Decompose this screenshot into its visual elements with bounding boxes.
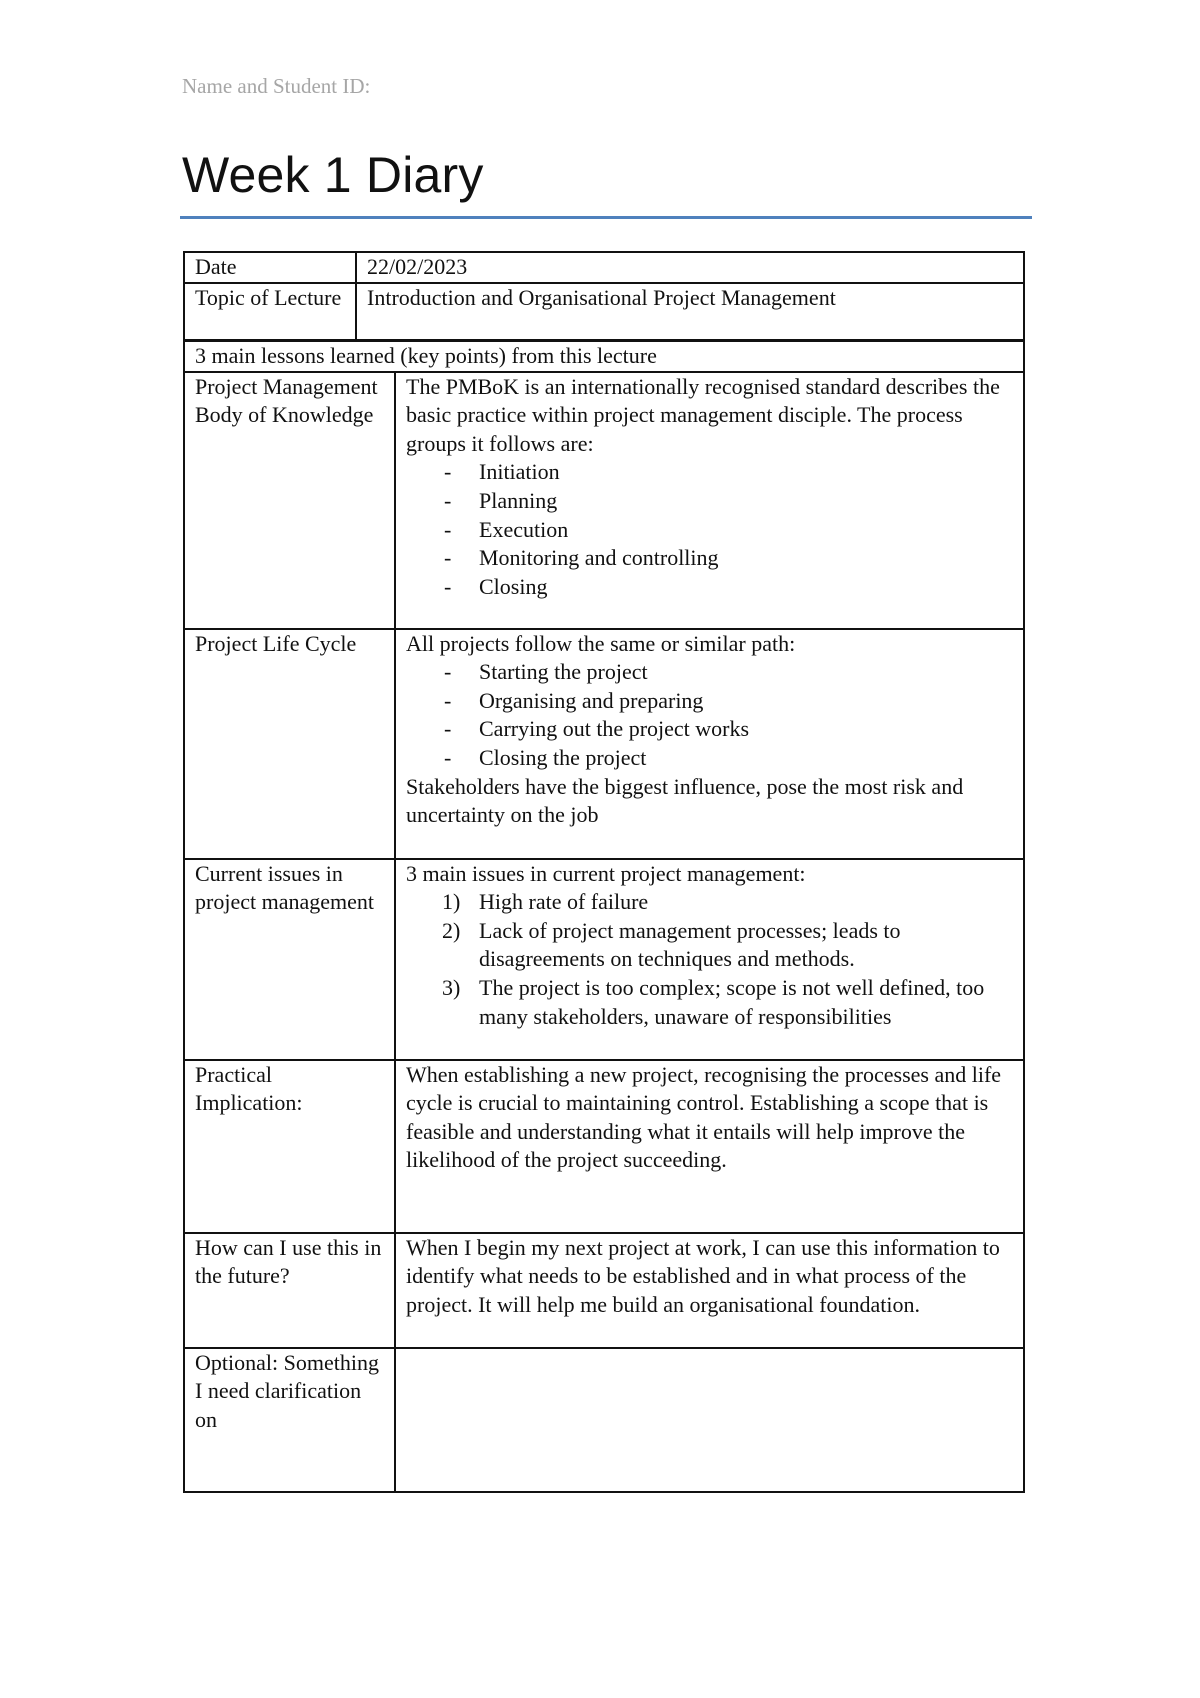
list-item	[406, 516, 1013, 545]
lesson-label-current-issues: Current issues in project management	[184, 859, 395, 1060]
page-title: Week 1 Diary	[182, 147, 484, 203]
list-item	[406, 687, 1013, 716]
list-item	[406, 573, 1013, 602]
lesson-content-current-issues	[395, 859, 1024, 1060]
list-item-text: Execution	[479, 516, 569, 542]
dash-marker: -	[444, 487, 452, 513]
lessons-table	[183, 340, 1025, 1493]
list-item-text: Starting the project	[479, 659, 648, 685]
number-marker: 1)	[442, 889, 461, 915]
list-item-text: Closing	[479, 573, 548, 599]
lesson-row-current-issues	[184, 859, 1024, 1060]
lesson-row-practical-implication	[184, 1060, 1024, 1233]
lesson-intro: The PMBoK is an internationally recognised standard describes the basic practice within project management disciple. The process groups it follows are:	[406, 373, 1000, 456]
lesson-intro: All projects follow the same or similar path:	[406, 630, 796, 656]
title-underline	[180, 216, 1032, 219]
lesson-content-pmbok	[395, 372, 1024, 629]
lesson-row-future-use	[184, 1233, 1024, 1348]
issues-list	[406, 888, 1013, 1031]
lesson-row-clarification	[184, 1348, 1024, 1492]
lesson-label-life-cycle: Project Life Cycle	[184, 629, 395, 859]
topic-row	[184, 283, 1024, 340]
lesson-label-practical-implication: Practical Implication:	[184, 1060, 395, 1233]
lesson-row-life-cycle	[184, 629, 1024, 859]
list-item	[406, 917, 1013, 974]
lesson-content-practical-implication: When establishing a new project, recognising the processes and life cycle is crucial to maintaining control. Establishing a scope that is feasible and understanding what it entails will help improve the likelihood of the project succeeding.	[395, 1060, 1024, 1233]
dash-marker: -	[444, 716, 452, 742]
list-item	[406, 974, 1013, 1031]
dash-marker: -	[444, 459, 452, 485]
date-label: Date	[184, 252, 356, 283]
list-item-text: Monitoring and controlling	[479, 545, 719, 571]
list-item	[406, 744, 1013, 773]
lesson-content-life-cycle	[395, 629, 1024, 859]
lesson-row-pmbok	[184, 372, 1024, 629]
list-item	[406, 888, 1013, 917]
dash-marker: -	[444, 573, 452, 599]
list-item-text: Planning	[479, 487, 558, 513]
date-value: 22/02/2023	[356, 252, 1024, 283]
list-item	[406, 658, 1013, 687]
number-marker: 3)	[442, 974, 461, 1000]
list-item-text: High rate of failure	[479, 889, 649, 915]
info-table	[183, 251, 1025, 341]
lessons-heading-row	[184, 341, 1024, 372]
lessons-heading: 3 main lessons learned (key points) from this lecture	[184, 341, 1024, 372]
lesson-label-clarification: Optional: Something I need clarification on	[184, 1348, 395, 1492]
dash-marker: -	[444, 516, 452, 542]
number-marker: 2)	[442, 917, 461, 943]
list-item-text: Closing the project	[479, 744, 647, 770]
list-item	[406, 458, 1013, 487]
list-item-text: Initiation	[479, 459, 560, 485]
dash-marker: -	[444, 659, 452, 685]
dash-marker: -	[444, 545, 452, 571]
list-item	[406, 544, 1013, 573]
lesson-label-future-use: How can I use this in the future?	[184, 1233, 395, 1348]
dash-marker: -	[444, 744, 452, 770]
list-item	[406, 715, 1013, 744]
list-item-text: Organising and preparing	[479, 687, 704, 713]
topic-value: Introduction and Organisational Project Management	[356, 283, 1024, 340]
lesson-label-pmbok: Project Management Body of Knowledge	[184, 372, 395, 629]
name-student-id-label: Name and Student ID:	[182, 74, 371, 98]
lesson-content-future-use: When I begin my next project at work, I can use this information to identify what needs to be established and in what process of the project. It will help me build an organisational foundation.	[395, 1233, 1024, 1348]
list-item-text: Carrying out the project works	[479, 716, 750, 742]
lesson-outro: Stakeholders have the biggest influence, pose the most risk and uncertainty on the job	[406, 773, 964, 828]
process-groups-list	[406, 458, 1013, 601]
clarification-field[interactable]	[395, 1348, 1024, 1492]
topic-label: Topic of Lecture	[184, 283, 356, 340]
dash-marker: -	[444, 687, 452, 713]
list-item-text: The project is too complex; scope is not well defined, too many stakeholders, unaware of responsibilities	[479, 974, 985, 1029]
lesson-intro: 3 main issues in current project management:	[406, 860, 806, 886]
life-cycle-list	[406, 658, 1013, 772]
date-row	[184, 252, 1024, 283]
list-item-text: Lack of project management processes; leads to disagreements on techniques and methods.	[479, 917, 901, 972]
list-item	[406, 487, 1013, 516]
